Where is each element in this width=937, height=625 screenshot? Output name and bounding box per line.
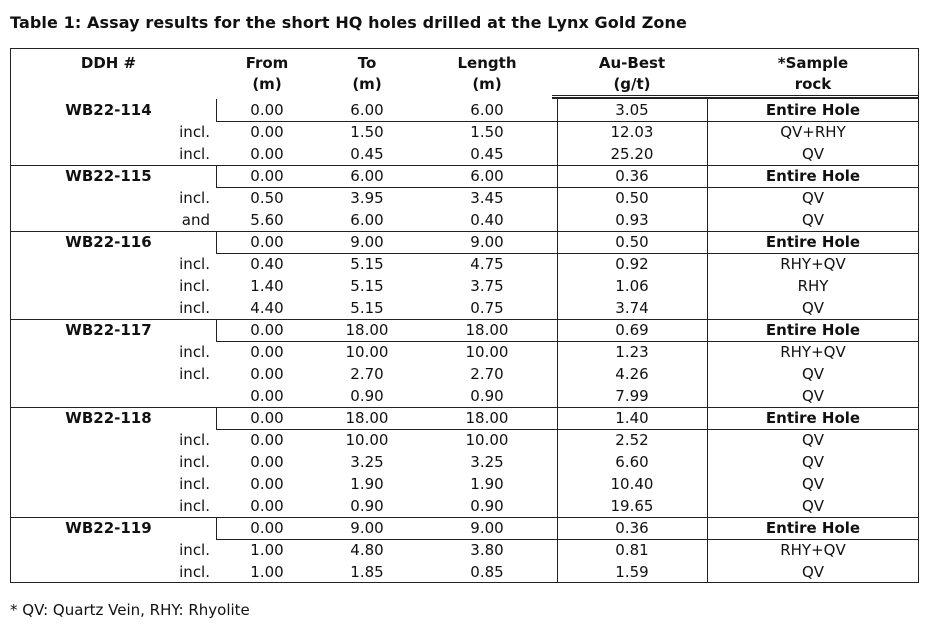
au-cell: 4.26: [615, 365, 649, 383]
length-cell: 6.00: [470, 101, 504, 119]
length-cell: 10.00: [465, 343, 509, 361]
length-cell: 3.80: [470, 541, 504, 559]
au-cell: 6.60: [615, 453, 649, 471]
entire-hole-underline: [216, 539, 707, 540]
qualifier-cell: incl.: [179, 475, 210, 493]
to-cell: 9.00: [350, 519, 384, 537]
from-cell: 0.00: [250, 233, 284, 251]
ddh-cell: WB22-117: [65, 321, 152, 339]
rock-cell: QV: [801, 563, 825, 581]
length-cell: 10.00: [465, 431, 509, 449]
rock-cell: QV: [801, 211, 825, 229]
length-cell: 0.75: [470, 299, 504, 317]
length-cell: 0.85: [470, 563, 504, 581]
length-cell: 4.75: [470, 255, 504, 273]
to-cell: 10.00: [345, 343, 389, 361]
rock-cell: QV: [801, 189, 825, 207]
rock-cell: QV: [801, 145, 825, 163]
au-cell: 7.99: [615, 387, 649, 405]
group-divider: [11, 231, 919, 232]
to-cell: 6.00: [350, 167, 384, 185]
rock-cell: RHY+QV: [780, 541, 846, 559]
to-cell: 1.50: [350, 123, 384, 141]
qualifier-cell: and: [181, 211, 210, 229]
rock-cell: QV: [801, 497, 825, 515]
to-cell: 3.95: [350, 189, 384, 207]
qualifier-cell: incl.: [179, 277, 210, 295]
au-cell: 3.05: [615, 101, 649, 119]
rock-cell: Entire Hole: [765, 409, 861, 427]
entire-hole-tick: [216, 165, 217, 187]
au-cell: 0.69: [615, 321, 649, 339]
length-cell: 3.75: [470, 277, 504, 295]
length-cell: 18.00: [465, 321, 509, 339]
entire-hole-underline: [216, 253, 707, 254]
from-cell: 1.00: [250, 541, 284, 559]
column-border: [707, 97, 708, 583]
footnote: * QV: Quartz Vein, RHY: Rhyolite: [10, 601, 250, 619]
qualifier-cell: incl.: [179, 563, 210, 581]
length-cell: 0.40: [470, 211, 504, 229]
to-cell: 1.85: [350, 563, 384, 581]
header-sample-rock: *Sample: [777, 54, 849, 72]
header-rule: [552, 95, 919, 96]
group-divider: [11, 517, 919, 518]
from-cell: 0.00: [250, 145, 284, 163]
qualifier-cell: incl.: [179, 145, 210, 163]
qualifier-cell: incl.: [179, 453, 210, 471]
entire-hole-underline: [216, 121, 707, 122]
group-divider: [11, 319, 919, 320]
entire-hole-tick: [216, 231, 217, 253]
rock-underline: [707, 121, 919, 122]
to-cell: 10.00: [345, 431, 389, 449]
from-cell: 0.00: [250, 365, 284, 383]
length-cell: 2.70: [470, 365, 504, 383]
rock-cell: RHY+QV: [780, 343, 846, 361]
entire-hole-tick: [216, 99, 217, 121]
au-cell: 0.92: [615, 255, 649, 273]
column-border: [557, 99, 558, 583]
qualifier-cell: incl.: [179, 255, 210, 273]
to-cell: 3.25: [350, 453, 384, 471]
header-length: Length: [457, 54, 517, 72]
rock-underline: [707, 539, 919, 540]
header-to-unit: (m): [352, 75, 382, 93]
au-cell: 19.65: [610, 497, 654, 515]
header-from-unit: (m): [252, 75, 282, 93]
from-cell: 0.00: [250, 409, 284, 427]
au-cell: 0.50: [615, 189, 649, 207]
rock-cell: QV: [801, 387, 825, 405]
rock-cell: Entire Hole: [765, 233, 861, 251]
table-title: Table 1: Assay results for the short HQ holes drilled at the Lynx Gold Zone: [10, 13, 687, 32]
rock-underline: [707, 429, 919, 430]
qualifier-cell: incl.: [179, 123, 210, 141]
entire-hole-tick: [216, 407, 217, 429]
from-cell: 4.40: [250, 299, 284, 317]
ddh-cell: WB22-115: [65, 167, 152, 185]
to-cell: 0.90: [350, 497, 384, 515]
rock-cell: Entire Hole: [765, 101, 861, 119]
header-rock: rock: [794, 75, 832, 93]
from-cell: 0.40: [250, 255, 284, 273]
to-cell: 18.00: [345, 409, 389, 427]
header-to: To: [357, 54, 377, 72]
from-cell: 0.50: [250, 189, 284, 207]
from-cell: 1.40: [250, 277, 284, 295]
length-cell: 1.50: [470, 123, 504, 141]
qualifier-cell: incl.: [179, 299, 210, 317]
header-au-best: Au-Best: [598, 54, 666, 72]
qualifier-cell: incl.: [179, 541, 210, 559]
length-cell: 3.45: [470, 189, 504, 207]
length-cell: 0.90: [470, 387, 504, 405]
length-cell: 9.00: [470, 519, 504, 537]
au-cell: 0.81: [615, 541, 649, 559]
length-cell: 6.00: [470, 167, 504, 185]
entire-hole-underline: [216, 341, 707, 342]
entire-hole-underline: [216, 429, 707, 430]
to-cell: 1.90: [350, 475, 384, 493]
from-cell: 0.00: [250, 475, 284, 493]
from-cell: 0.00: [250, 321, 284, 339]
au-cell: 1.23: [615, 343, 649, 361]
au-cell: 1.40: [615, 409, 649, 427]
to-cell: 4.80: [350, 541, 384, 559]
au-cell: 25.20: [610, 145, 654, 163]
rock-cell: QV+RHY: [780, 123, 846, 141]
from-cell: 0.00: [250, 123, 284, 141]
to-cell: 5.15: [350, 255, 384, 273]
au-cell: 2.52: [615, 431, 649, 449]
from-cell: 0.00: [250, 519, 284, 537]
au-cell: 1.59: [615, 563, 649, 581]
rock-cell: QV: [801, 475, 825, 493]
header-au-unit: (g/t): [613, 75, 651, 93]
assay-table: [10, 48, 919, 583]
group-divider: [11, 407, 919, 408]
ddh-cell: WB22-114: [65, 101, 152, 119]
rock-cell: Entire Hole: [765, 519, 861, 537]
ddh-cell: WB22-119: [65, 519, 152, 537]
from-cell: 0.00: [250, 343, 284, 361]
au-cell: 0.50: [615, 233, 649, 251]
length-cell: 0.90: [470, 497, 504, 515]
entire-hole-underline: [216, 187, 707, 188]
from-cell: 0.00: [250, 497, 284, 515]
au-cell: 10.40: [610, 475, 654, 493]
ddh-cell: WB22-118: [65, 409, 152, 427]
rock-cell: Entire Hole: [765, 167, 861, 185]
from-cell: 0.00: [250, 453, 284, 471]
qualifier-cell: incl.: [179, 189, 210, 207]
rock-cell: QV: [801, 431, 825, 449]
from-cell: 1.00: [250, 563, 284, 581]
from-cell: 0.00: [250, 431, 284, 449]
au-cell: 3.74: [615, 299, 649, 317]
qualifier-cell: incl.: [179, 343, 210, 361]
rock-cell: Entire Hole: [765, 321, 861, 339]
from-cell: 0.00: [250, 101, 284, 119]
to-cell: 5.15: [350, 299, 384, 317]
rock-cell: QV: [801, 453, 825, 471]
au-cell: 0.36: [615, 167, 649, 185]
au-cell: 1.06: [615, 277, 649, 295]
group-divider: [11, 165, 919, 166]
au-cell: 0.36: [615, 519, 649, 537]
length-cell: 1.90: [470, 475, 504, 493]
au-cell: 12.03: [610, 123, 654, 141]
length-cell: 9.00: [470, 233, 504, 251]
to-cell: 0.90: [350, 387, 384, 405]
header-from: From: [245, 54, 289, 72]
qualifier-cell: incl.: [179, 365, 210, 383]
header-length-unit: (m): [472, 75, 502, 93]
to-cell: 9.00: [350, 233, 384, 251]
length-cell: 18.00: [465, 409, 509, 427]
rock-underline: [707, 253, 919, 254]
ddh-cell: WB22-116: [65, 233, 152, 251]
to-cell: 6.00: [350, 211, 384, 229]
rock-cell: RHY: [797, 277, 829, 295]
length-cell: 3.25: [470, 453, 504, 471]
to-cell: 5.15: [350, 277, 384, 295]
to-cell: 2.70: [350, 365, 384, 383]
to-cell: 6.00: [350, 101, 384, 119]
rock-underline: [707, 187, 919, 188]
length-cell: 0.45: [470, 145, 504, 163]
qualifier-cell: incl.: [179, 431, 210, 449]
rock-cell: RHY+QV: [780, 255, 846, 273]
rock-cell: QV: [801, 299, 825, 317]
entire-hole-tick: [216, 517, 217, 539]
to-cell: 0.45: [350, 145, 384, 163]
header-ddh: DDH #: [80, 54, 137, 72]
rock-cell: QV: [801, 365, 825, 383]
qualifier-cell: incl.: [179, 497, 210, 515]
to-cell: 18.00: [345, 321, 389, 339]
au-cell: 0.93: [615, 211, 649, 229]
rock-underline: [707, 341, 919, 342]
from-cell: 0.00: [250, 387, 284, 405]
from-cell: 0.00: [250, 167, 284, 185]
from-cell: 5.60: [250, 211, 284, 229]
entire-hole-tick: [216, 319, 217, 341]
